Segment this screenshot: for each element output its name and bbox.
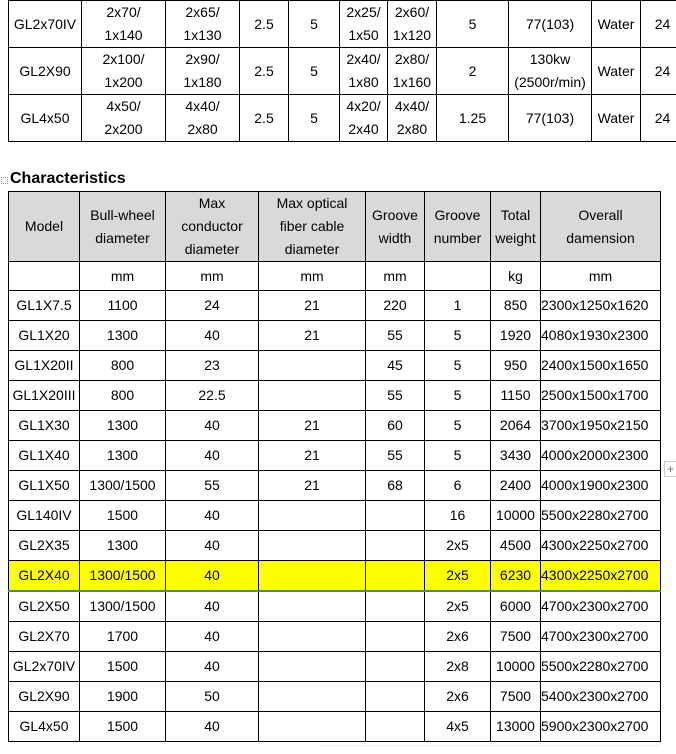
table-cell: 5 <box>425 351 491 381</box>
table-cell: GL140IV <box>9 501 80 531</box>
table-cell: 40 <box>166 531 259 561</box>
table-cell: GL1X50 <box>9 471 80 501</box>
table-row <box>9 411 661 441</box>
table-cell: Water <box>592 48 641 95</box>
table-cell: 77(103) <box>509 1 592 48</box>
table-cell: 40 <box>166 591 259 622</box>
table-row <box>9 591 661 622</box>
table-cell: GL1X30 <box>9 411 80 441</box>
table-cell: GL1X20III <box>9 381 80 411</box>
table-cell: 2x80/ 1x160 <box>388 48 437 95</box>
table-cell: 2400x1500x1650 <box>541 351 661 381</box>
header-row <box>9 192 661 262</box>
table-cell: 55 <box>366 381 425 411</box>
unit-cell: mm <box>259 262 366 291</box>
table-cell: 2x25/ 1x50 <box>340 1 388 48</box>
table-cell: 5 <box>289 95 340 142</box>
unit-cell: mm <box>166 262 259 291</box>
table-cell: 55 <box>366 321 425 351</box>
table-cell: GL2X40 <box>9 561 80 592</box>
table-cell: 40 <box>166 411 259 441</box>
table-cell: 21 <box>259 411 366 441</box>
table-cell <box>366 622 425 652</box>
unit-cell <box>425 262 491 291</box>
table-cell: 1300/1500 <box>80 591 166 622</box>
table-cell <box>366 561 425 592</box>
table-cell: 40 <box>166 622 259 652</box>
table-cell: 4500 <box>491 531 541 561</box>
table-row <box>9 381 661 411</box>
table-cell: 5500x2280x2700 <box>541 501 661 531</box>
unit-cell: mm <box>366 262 425 291</box>
table-cell <box>366 501 425 531</box>
column-header: Groove number <box>425 192 491 262</box>
table-cell: 6230 <box>491 561 541 592</box>
table-cell: 5 <box>289 48 340 95</box>
table-cell: 5 <box>425 321 491 351</box>
anchor-marker <box>1 177 8 184</box>
table-cell: 2.5 <box>240 48 289 95</box>
table-row <box>9 48 676 95</box>
table-cell: 2.5 <box>240 1 289 48</box>
table-cell: 1500 <box>80 652 166 682</box>
table-cell: 1500 <box>80 501 166 531</box>
table-cell: 7500 <box>491 682 541 712</box>
table-cell: 2400 <box>491 471 541 501</box>
table-cell: 4000x1900x2300 <box>541 471 661 501</box>
table-cell: 21 <box>259 441 366 471</box>
table-cell: 6 <box>425 471 491 501</box>
table-cell: 1300/1500 <box>80 561 166 592</box>
table-cell: 2x5 <box>425 591 491 622</box>
table-row <box>9 441 661 471</box>
table-row <box>9 682 661 712</box>
table-cell <box>366 591 425 622</box>
table-cell: 4x40/ 2x80 <box>388 95 437 142</box>
table-cell <box>259 531 366 561</box>
table-cell: 45 <box>366 351 425 381</box>
table-cell: 50 <box>166 682 259 712</box>
table-cell: 1900 <box>80 682 166 712</box>
table-cell <box>259 682 366 712</box>
table-cell <box>259 501 366 531</box>
table-cell: 850 <box>491 291 541 321</box>
table-cell: 21 <box>259 321 366 351</box>
table-cell: 5500x2280x2700 <box>541 652 661 682</box>
table-cell: 22.5 <box>166 381 259 411</box>
table-row <box>9 291 661 321</box>
table-cell: 7500 <box>491 622 541 652</box>
table-cell: 40 <box>166 652 259 682</box>
table-cell: 77(103) <box>509 95 592 142</box>
table-cell: 4700x2300x2700 <box>541 591 661 622</box>
table-cell <box>259 561 366 592</box>
table-cell: 24 <box>166 291 259 321</box>
table-row <box>9 471 661 501</box>
table-cell: 2300x1250x1620 <box>541 291 661 321</box>
table-cell: 4x50/ 2x200 <box>82 95 166 142</box>
table-cell: 1150 <box>491 381 541 411</box>
table-cell: 2500x1500x1700 <box>541 381 661 411</box>
table-cell: 2 <box>437 48 509 95</box>
table-cell: 1500 <box>80 712 166 742</box>
table-cell: 4x5 <box>425 712 491 742</box>
table-cell: 2x70/ 1x140 <box>82 1 166 48</box>
table-cell <box>259 712 366 742</box>
table-cell: 23 <box>166 351 259 381</box>
table-cell: 3700x1950x2150 <box>541 411 661 441</box>
table-cell: 1700 <box>80 622 166 652</box>
table-cell <box>366 712 425 742</box>
table-cell: 5 <box>425 411 491 441</box>
table-cell: 10000 <box>491 652 541 682</box>
table-cell: 1300/1500 <box>80 471 166 501</box>
column-header: Overall damension <box>541 192 661 262</box>
highlighted-row <box>9 561 661 592</box>
table-cell: 1300 <box>80 321 166 351</box>
table-cell <box>259 351 366 381</box>
table-cell: GL4x50 <box>9 95 82 142</box>
table-cell: 1300 <box>80 441 166 471</box>
table-cell: 1920 <box>491 321 541 351</box>
table-cell: 40 <box>166 501 259 531</box>
unit-cell <box>9 262 80 291</box>
table-cell: 40 <box>166 441 259 471</box>
table-cell: Water <box>592 95 641 142</box>
table-row <box>9 652 661 682</box>
table-cell <box>259 622 366 652</box>
table-cell: 3430 <box>491 441 541 471</box>
table-cell: GL1X7.5 <box>9 291 80 321</box>
table-cell: 800 <box>80 351 166 381</box>
table-cell: GL2x70IV <box>9 1 82 48</box>
column-header: Total weight <box>491 192 541 262</box>
table-cell: 2x5 <box>425 561 491 592</box>
table-row <box>9 1 676 48</box>
table-cell: Water <box>592 1 641 48</box>
table-cell: 2x65/ 1x130 <box>166 1 240 48</box>
table-cell: 800 <box>80 381 166 411</box>
table-row <box>9 95 676 142</box>
unit-cell: mm <box>80 262 166 291</box>
table-cell: 1300 <box>80 411 166 441</box>
table-row <box>9 501 661 531</box>
table-cell <box>366 531 425 561</box>
table-cell: 1.25 <box>437 95 509 142</box>
table-cell: 2x5 <box>425 531 491 561</box>
table-cell: 6000 <box>491 591 541 622</box>
characteristics-table <box>8 191 661 742</box>
table-cell: 4080x1930x2300 <box>541 321 661 351</box>
table-row <box>9 531 661 561</box>
top-specs-table <box>8 0 676 142</box>
table-cell: 40 <box>166 321 259 351</box>
table-cell: GL1X20II <box>9 351 80 381</box>
table-cell: GL2X50 <box>9 591 80 622</box>
table-cell: GL4x50 <box>9 712 80 742</box>
table-cell: 60 <box>366 411 425 441</box>
section-title: Characteristics <box>10 170 126 188</box>
table-cell: GL2X70 <box>9 622 80 652</box>
table-cell: 2x100/ 1x200 <box>82 48 166 95</box>
table-cell: 4x40/ 2x80 <box>166 95 240 142</box>
table-cell: 4300x2250x2700 <box>541 531 661 561</box>
table-row <box>9 622 661 652</box>
column-header: Bull-wheel diameter <box>80 192 166 262</box>
table-cell: 40 <box>166 561 259 592</box>
table-cell: GL2x70IV <box>9 652 80 682</box>
table-row <box>9 351 661 381</box>
table-cell <box>259 381 366 411</box>
table-row <box>9 321 661 351</box>
table-cell: 13000 <box>491 712 541 742</box>
table-cell: 1 <box>425 291 491 321</box>
table-cell: 1100 <box>80 291 166 321</box>
table-cell: 24 <box>641 48 676 95</box>
table-cell: 21 <box>259 471 366 501</box>
table-cell: 4300x2250x2700 <box>541 561 661 592</box>
table-cell: 5 <box>425 441 491 471</box>
table-cell: 10000 <box>491 501 541 531</box>
table-cell <box>366 652 425 682</box>
table-cell: GL2X90 <box>9 48 82 95</box>
table-cell: 2x6 <box>425 622 491 652</box>
unit-cell: mm <box>541 262 661 291</box>
table-cell: 40 <box>166 712 259 742</box>
table-row <box>9 712 661 742</box>
table-cell <box>366 682 425 712</box>
table-cell: 5400x2300x2700 <box>541 682 661 712</box>
table-cell: 2.5 <box>240 95 289 142</box>
table-cell: GL1X20 <box>9 321 80 351</box>
table-cell: 950 <box>491 351 541 381</box>
table-cell: 55 <box>366 441 425 471</box>
plus-icon[interactable]: + <box>664 461 676 477</box>
table-cell: GL1X40 <box>9 441 80 471</box>
table-cell: 130kw (2500r/min) <box>509 48 592 95</box>
table-cell: 24 <box>641 1 676 48</box>
table-cell: 220 <box>366 291 425 321</box>
column-header: Model <box>9 192 80 262</box>
table-cell: 1300 <box>80 531 166 561</box>
table-cell <box>259 591 366 622</box>
table-cell: GL2X35 <box>9 531 80 561</box>
table-cell: 5900x2300x2700 <box>541 712 661 742</box>
table-cell: 4000x2000x2300 <box>541 441 661 471</box>
table-cell: 2x90/ 1x180 <box>166 48 240 95</box>
column-header: Groove width <box>366 192 425 262</box>
table-cell: 5 <box>425 381 491 411</box>
table-cell: 68 <box>366 471 425 501</box>
table-cell: GL2X90 <box>9 682 80 712</box>
table-cell: 24 <box>641 95 676 142</box>
table-cell <box>259 652 366 682</box>
table-cell: 21 <box>259 291 366 321</box>
table-cell: 2x8 <box>425 652 491 682</box>
table-cell: 2x60/ 1x120 <box>388 1 437 48</box>
table-cell: 5 <box>437 1 509 48</box>
column-header: Max conductor diameter <box>166 192 259 262</box>
table-cell: 4x20/ 2x40 <box>340 95 388 142</box>
table-cell: 2x6 <box>425 682 491 712</box>
table-cell: 5 <box>289 1 340 48</box>
column-header: Max optical fiber cable diameter <box>259 192 366 262</box>
table-cell: 16 <box>425 501 491 531</box>
table-cell: 2x40/ 1x80 <box>340 48 388 95</box>
unit-cell: kg <box>491 262 541 291</box>
table-cell: 55 <box>166 471 259 501</box>
table-cell: 2064 <box>491 411 541 441</box>
unit-row <box>9 262 661 291</box>
table-cell: 4700x2300x2700 <box>541 622 661 652</box>
